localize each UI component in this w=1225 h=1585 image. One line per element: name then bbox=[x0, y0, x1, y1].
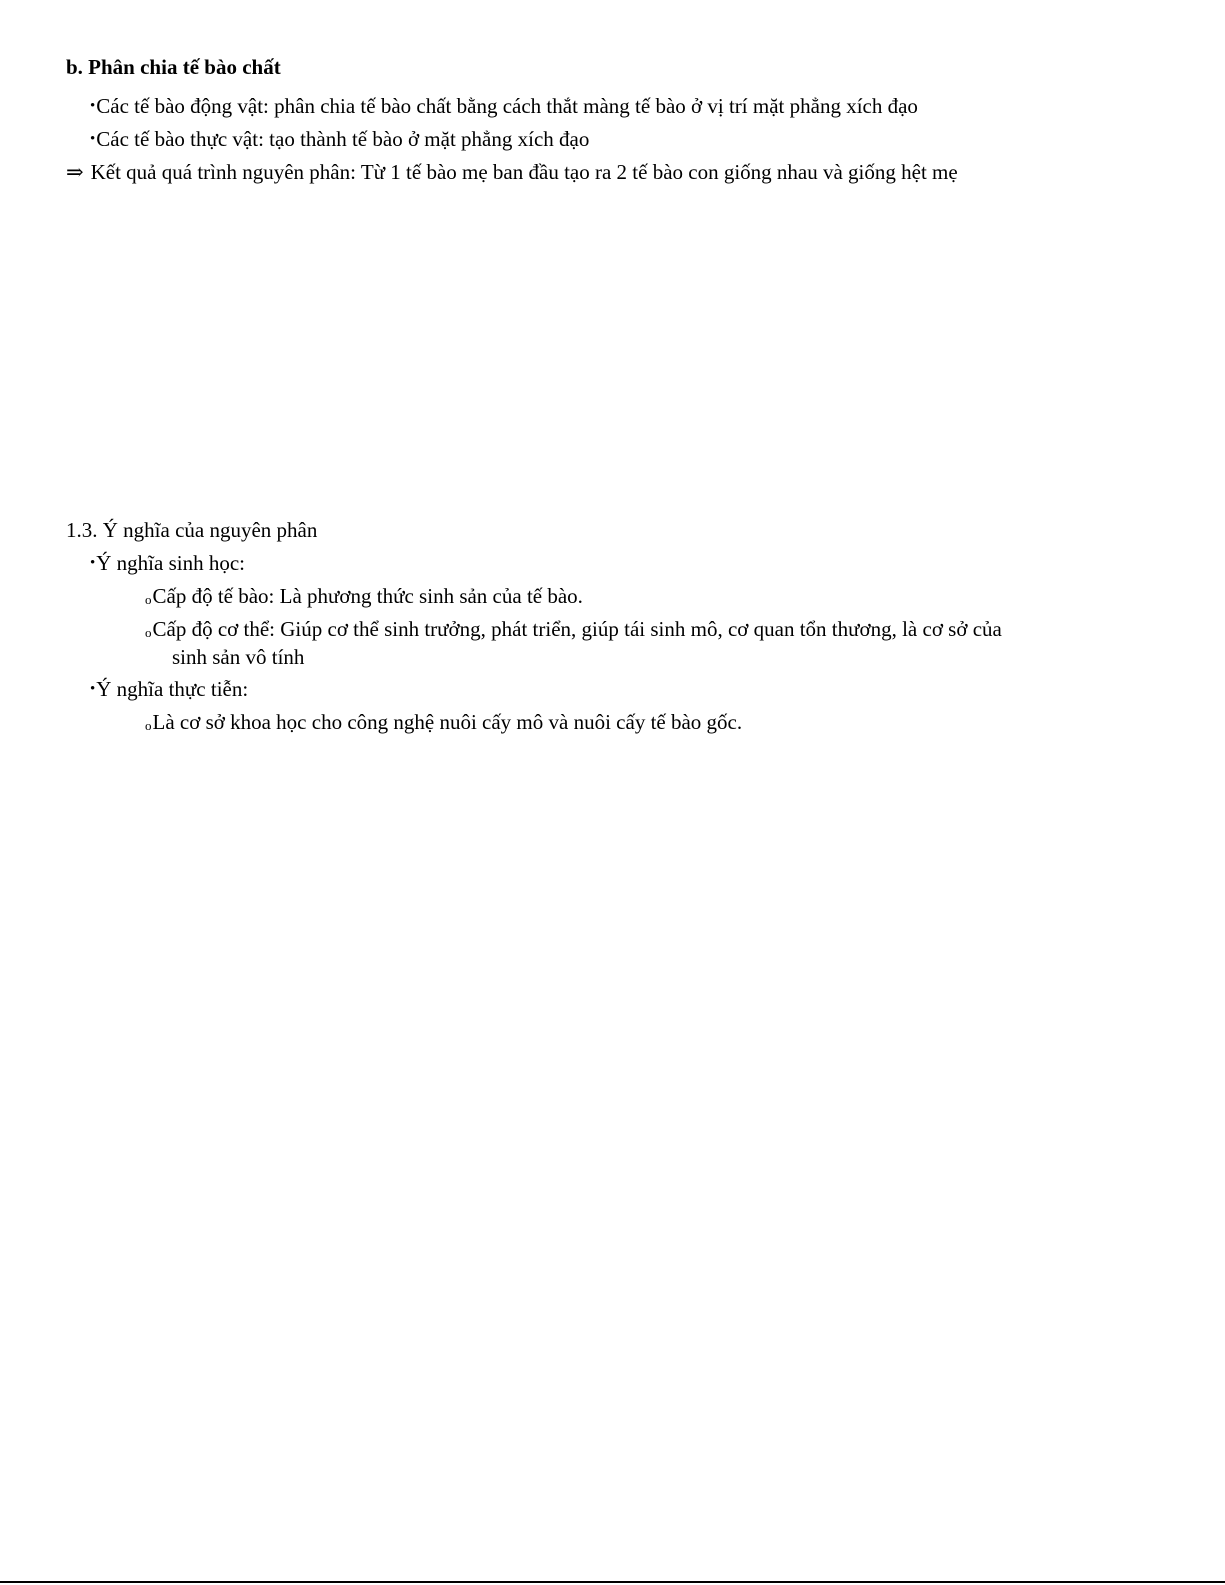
bullet-icon: • bbox=[90, 681, 96, 697]
sub-list-item-text: Cấp độ tế bào: Là phương thức sinh sản của tế bào. bbox=[152, 584, 583, 608]
list-item-text: Các tế bào thực vật: tạo thành tế bào ở mặt phẳng xích đạo bbox=[96, 127, 590, 151]
circle-bullet-icon: o bbox=[145, 625, 152, 640]
list-item-text: Các tế bào động vật: phân chia tế bào chất bằng cách thắt màng tế bào ở vị trí mặt phẳng xích đạo bbox=[96, 94, 918, 118]
list-item-practical bbox=[90, 679, 248, 700]
sub-list-item bbox=[145, 712, 742, 733]
bullet-icon: • bbox=[90, 131, 96, 147]
circle-bullet-icon: o bbox=[145, 718, 152, 733]
result-statement bbox=[66, 162, 958, 183]
section-b-heading: b. Phân chia tế bào chất bbox=[66, 55, 281, 79]
bullet-icon: • bbox=[90, 98, 96, 114]
sub-list-item bbox=[145, 586, 583, 607]
bullet-icon: • bbox=[90, 555, 96, 571]
implies-arrow-icon: ⇒ bbox=[66, 160, 84, 184]
list-item-biological bbox=[90, 553, 245, 574]
sub-list-item bbox=[145, 619, 1002, 640]
sub-list-item-text: Cấp độ cơ thể: Giúp cơ thể sinh trưởng, phát triển, giúp tái sinh mô, cơ quan tổn thương, là cơ sở của bbox=[152, 617, 1002, 641]
sub-list-item-text: Là cơ sở khoa học cho công nghệ nuôi cấy mô và nuôi cấy tế bào gốc. bbox=[152, 710, 743, 734]
circle-bullet-icon: o bbox=[145, 592, 152, 607]
section-1-3-heading: 1.3. Ý nghĩa của nguyên phân bbox=[66, 518, 318, 542]
list-item-text: Ý nghĩa thực tiễn: bbox=[96, 677, 249, 701]
result-text: Kết quả quá trình nguyên phân: Từ 1 tế bào mẹ ban đầu tạo ra 2 tế bào con giống nhau và giống hệt mẹ bbox=[90, 160, 958, 184]
list-item bbox=[90, 96, 918, 117]
list-item-text: Ý nghĩa sinh học: bbox=[96, 551, 245, 575]
page-bottom-border bbox=[0, 1581, 1225, 1583]
list-item bbox=[90, 129, 589, 150]
sub-list-item-continuation: sinh sản vô tính bbox=[172, 645, 305, 669]
